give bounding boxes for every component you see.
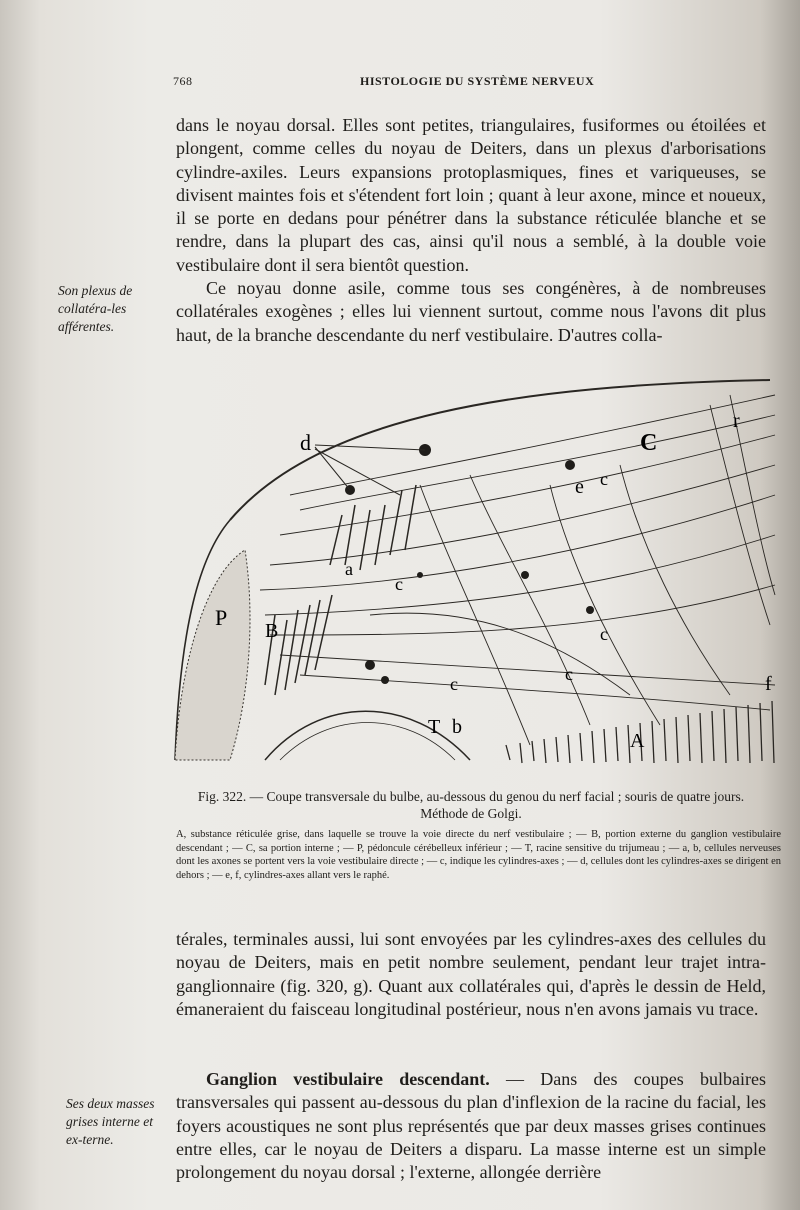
paragraph-1: dans le noyau dorsal. Elles sont petites, triangulaires, fusiformes ou étoilées et plongent, comme celles du noyau de Deiters, dans un plexus d'arborisations cylindre-axiles. Leurs expansions protoplasmiques, fines et variqueuses, se divisent maintes fois et s'étendent fort loin ; quant à leur axone, mince et noueux, il se porte en dedans pour pénétrer dans la substance réticulée blanche et se rendre, dans la plupart des cas, ainsi qu'il nous a semblé, à la double voie vestibulaire dont il sera bientôt question.: [176, 115, 766, 275]
figure-legend: A, substance réticulée grise, dans laquelle se trouve la voie directe du nerf vestibulaire ; — B, portion externe du ganglion vestibulaire descendant ; — C, sa portion interne ; — P, pédoncule cérébelleux inférieur ; — T, racine sensitive du trijumeau ; — a, b, cellules nerveuses dont les axones se portent vers la voie vestibulaire directe ; — c, indique les cylindres-axes ; — d, cellules dont les cylindres-axes se dirigent en dehors ; — e, f, cylindres-axes allant vers le raphé.: [176, 829, 781, 881]
figure-label-B: B: [265, 620, 279, 642]
neuron-illustration: [170, 365, 780, 775]
figure-label-c-1: c: [600, 469, 608, 489]
figure-label-d: d: [300, 430, 311, 455]
margin-note-masses: Ses deux masses grises interne et ex-terne.: [66, 1096, 155, 1147]
section-paragraph: [176, 1068, 766, 1184]
figure-label-e: e: [575, 476, 584, 498]
figure-label-c-3: c: [600, 624, 608, 644]
label-d-pointers: [315, 445, 425, 495]
figure-label-c-4: c: [565, 664, 573, 684]
section-heading: Ganglion vestibulaire descendant.: [206, 1069, 490, 1089]
section-boundary: [230, 380, 770, 520]
figure-label-r: r: [733, 410, 740, 432]
margin-note-plexus: Son plexus de collatéra-les afférentes.: [58, 283, 133, 334]
figure-label-A: A: [630, 730, 645, 752]
figure-label-P: P: [215, 605, 228, 630]
paragraph-top: [176, 114, 766, 347]
figure-322: [170, 365, 780, 775]
section-text: — Dans des coupes bulbaires transversales qui passent au-dessous du plan d'inflexion de la racine du facial, les foyers acoustiques ne sont plus représentés que par deux masses grises continues entre elles, car le noyau de Deiters a disparu. La masse interne est un simple prolongement du noyau dorsal ; l'externe, allongée derrière: [176, 1069, 767, 1183]
running-title: HISTOLOGIE DU SYSTÈME NERVEUX: [360, 74, 595, 88]
neuron-cells: [345, 444, 594, 684]
paragraph-continuation: [176, 928, 766, 1021]
peduncle-region: [175, 550, 250, 760]
paragraph-2: Ce noyau donne asile, comme tous ses congénères, à de nombreuses collatérales exogènes ; elles lui viennent surtout, comme nous l'avons dit plus haut, de la branche descendante du nerf vestibulaire. D'autres colla-: [176, 278, 766, 345]
fiber-bundle-b: [265, 485, 416, 695]
figure-label-c-5: c: [450, 674, 458, 694]
figure-caption: Fig. 322. — Coupe transversale du bulbe, au-dessous du genou du nerf facial ; souris de quatre jours. Méthode de Golgi.: [197, 789, 745, 821]
axon-fibers: [260, 395, 775, 745]
figure-label-c-2: c: [395, 574, 403, 594]
figure-label-b: b: [452, 716, 462, 738]
figure-label-C-large: C: [640, 430, 658, 456]
section-vestibular: [176, 1068, 766, 1184]
figure-label-a: a: [345, 559, 353, 579]
figure-label-T: T: [428, 716, 441, 738]
paragraph-3: térales, terminales aussi, lui sont envoyées par les cylindres-axes des cellules du noyau de Deiters, mais en petit nombre seulement, pendant leur trajet intra-ganglionnaire (fig. 320, g). Quant aux collatérales qui, d'après le dessin de Held, émaneraient du faisceau longitudinal postérieur, nous n'en avons jamais vu trace.: [176, 929, 766, 1019]
page-number: 768: [173, 74, 193, 88]
figure-label-f: f: [765, 673, 772, 695]
